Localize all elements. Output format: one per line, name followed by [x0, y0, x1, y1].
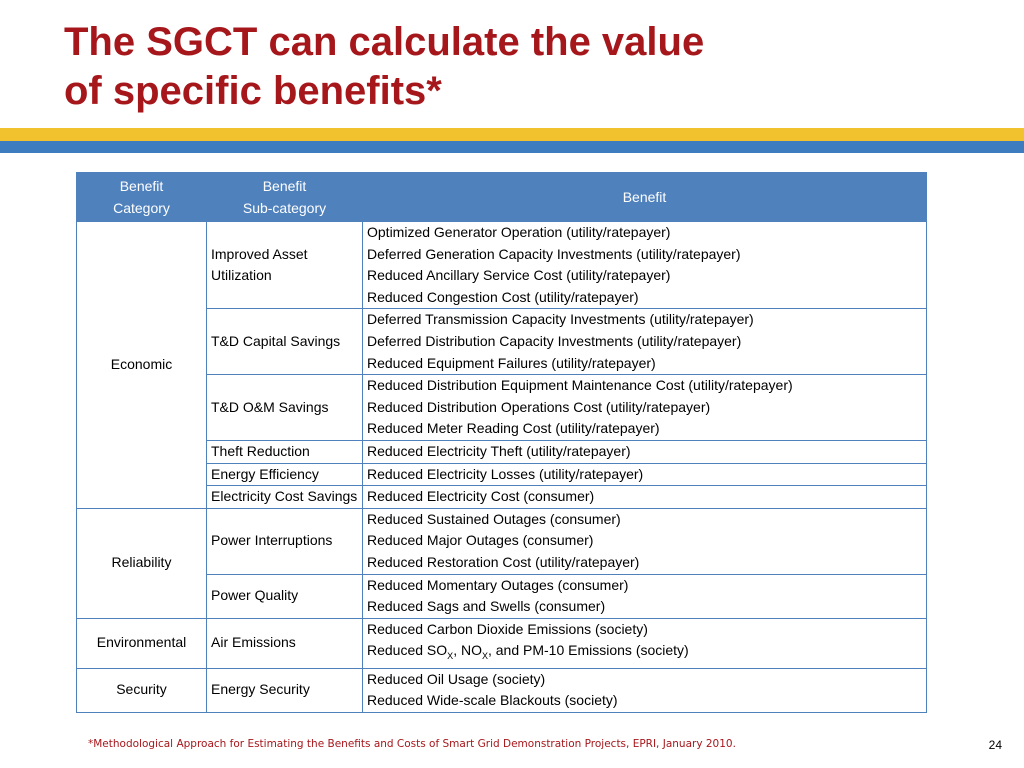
benefit-list-cell	[363, 222, 927, 309]
benefit-list-cell	[363, 508, 927, 574]
benefit-item: Reduced Sags and Swells (consumer)	[367, 598, 606, 615]
benefit-item: Optimized Generator Operation (utility/ratepayer)	[367, 224, 671, 240]
slide-title	[64, 18, 964, 116]
benefit-item: Reduced Distribution Operations Cost (utility/ratepayer)	[367, 398, 711, 415]
footnote: *Methodological Approach for Estimating the Benefits and Costs of Smart Grid Demonstration Projects, EPRI, January 2010.	[88, 738, 736, 750]
benefit-item: Reduced Distribution Equipment Maintenance Cost (utility/ratepayer)	[367, 377, 793, 394]
benefit-list-cell	[363, 309, 927, 375]
benefit-item: Reduced Electricity Losses (utility/ratepayer)	[367, 465, 644, 482]
benefit-list-cell	[363, 574, 927, 618]
table-header-row	[77, 173, 927, 222]
benefit-list-cell	[363, 375, 927, 441]
benefit-item: Deferred Transmission Capacity Investments (utility/ratepayer)	[367, 311, 754, 328]
benefit-subcategory-cell: Electricity Cost Savings	[207, 486, 363, 509]
benefits-table	[76, 172, 927, 713]
benefit-subcategory-cell: T&D Capital Savings	[207, 309, 363, 375]
benefit-subcategory-cell: Improved Asset Utilization	[207, 222, 363, 309]
benefit-item: Reduced Equipment Failures (utility/ratepayer)	[367, 354, 656, 371]
table-row	[77, 668, 927, 712]
benefit-subcategory-cell: Power Interruptions	[207, 508, 363, 574]
benefit-item: Reduced Wide-scale Blackouts (society)	[367, 692, 618, 709]
benefit-category-cell: Security	[77, 668, 207, 712]
benefit-list-cell	[363, 618, 927, 668]
benefit-category-cell: Environmental	[77, 618, 207, 668]
benefit-list-cell	[363, 463, 927, 486]
benefit-item: Reduced Sustained Outages (consumer)	[367, 510, 621, 527]
benefit-subcategory-cell: Theft Reduction	[207, 440, 363, 463]
table-row	[77, 618, 927, 668]
benefit-category-cell: Economic	[77, 222, 207, 509]
slide-title-line-2: of specific benefits*	[64, 69, 442, 113]
header-benefit: Benefit	[363, 173, 927, 222]
benefit-subcategory-cell: Power Quality	[207, 574, 363, 618]
header-benefit-subcategory-line-1: Benefit	[262, 178, 307, 194]
header-benefit-subcategory	[207, 173, 363, 222]
benefits-table-body	[77, 222, 927, 713]
blue-divider	[0, 141, 1024, 153]
benefit-subcategory-cell: Air Emissions	[207, 618, 363, 668]
benefit-item: Reduced Carbon Dioxide Emissions (society)	[367, 620, 648, 637]
benefit-subcategory-cell: Energy Security	[207, 668, 363, 712]
benefit-item: Reduced Momentary Outages (consumer)	[367, 576, 629, 593]
benefit-item: Reduced $SO_X$, $NO_X$, and PM-10 Emissions (society)	[367, 642, 689, 662]
benefit-item: Reduced Electricity Cost (consumer)	[367, 488, 595, 505]
header-benefit-category-line-1: Benefit	[119, 178, 164, 194]
benefit-item: Reduced Restoration Cost (utility/ratepayer)	[367, 553, 640, 570]
benefit-list-cell	[363, 440, 927, 463]
benefit-item: Deferred Distribution Capacity Investments (utility/ratepayer)	[367, 332, 742, 349]
benefit-item: Reduced Ancillary Service Cost (utility/ratepayer)	[367, 267, 671, 284]
benefit-list-cell	[363, 668, 927, 712]
benefit-subcategory-cell: Energy Efficiency	[207, 463, 363, 486]
page-number: 24	[988, 738, 1002, 752]
benefit-item: Reduced Meter Reading Cost (utility/ratepayer)	[367, 420, 660, 437]
gold-divider	[0, 128, 1024, 141]
benefits-table-container	[76, 172, 926, 713]
benefit-category-cell: Reliability	[77, 508, 207, 618]
benefit-subcategory-cell: T&D O&M Savings	[207, 375, 363, 441]
benefit-item: Reduced Oil Usage (society)	[367, 670, 546, 687]
benefit-item: Deferred Generation Capacity Investments (utility/ratepayer)	[367, 245, 741, 262]
benefit-list-cell	[363, 486, 927, 509]
header-benefit-category-line-2: Category	[113, 200, 170, 216]
slide-title-line-1: The SGCT can calculate the value	[64, 20, 705, 64]
benefit-item: Reduced Major Outages (consumer)	[367, 532, 594, 549]
table-row	[77, 508, 927, 574]
header-benefit-category	[77, 173, 207, 222]
benefit-item: Reduced Electricity Theft (utility/ratepayer)	[367, 442, 631, 459]
benefit-item: Reduced Congestion Cost (utility/ratepayer)	[367, 288, 639, 305]
table-row	[77, 222, 927, 309]
header-benefit-subcategory-line-2: Sub-category	[242, 200, 327, 216]
